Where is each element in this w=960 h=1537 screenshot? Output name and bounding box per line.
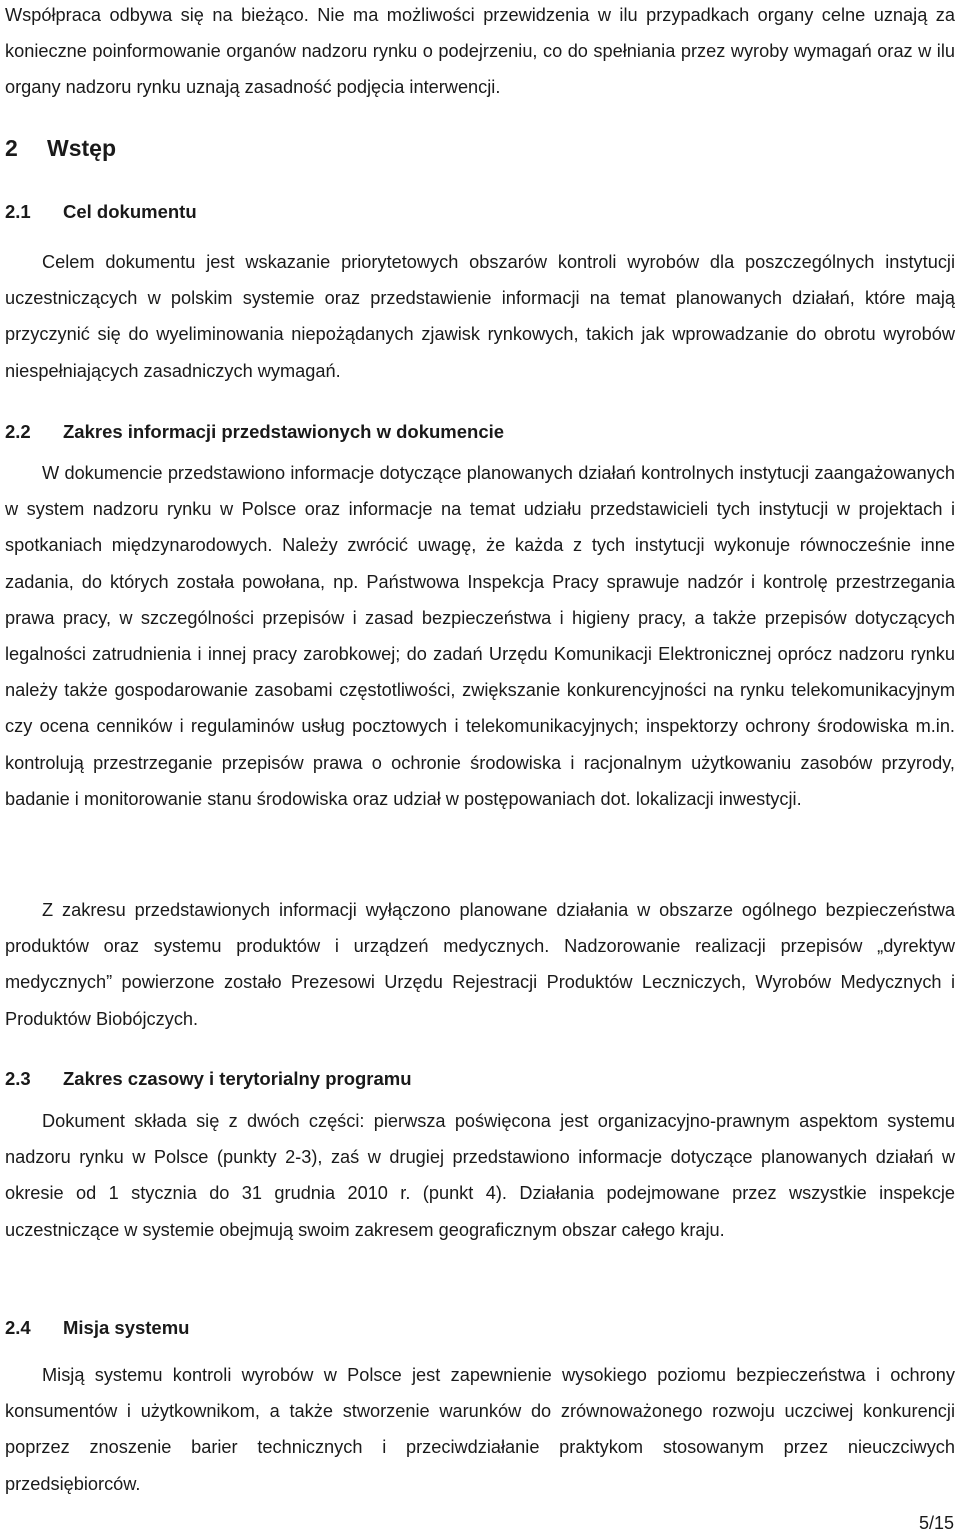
- section-title: Cel dokumentu: [63, 201, 197, 222]
- section-title: Zakres informacji przedstawionych w dokumencie: [63, 421, 505, 442]
- section-title: Zakres czasowy i terytorialny programu: [63, 1068, 412, 1089]
- section-title: Misja systemu: [63, 1317, 190, 1338]
- intro-paragraph: Współpraca odbywa się na bieżąco. Nie ma możliwości przewidzenia w ilu przypadkach organy celne uznają za konieczne poinformowanie organów nadzoru rynku o podejrzeniu, co do spełniania przez wyroby wymagań oraz w ilu organy nadzoru rynku uznają zasadność podjęcia interwencji.: [5, 5, 955, 98]
- section-2-2-heading: [5, 419, 504, 445]
- section-2-3-heading: [5, 1066, 412, 1092]
- section-2-4-paragraph: Misją systemu kontroli wyrobów w Polsce jest zapewnienie wysokiego poziomu bezpieczeństwa i ochrony konsumentów i użytkownikom, a także stworzenie warunków do zrównoważonego rozwoju uczciwej konkurencji poprzez znoszenie barier technicznych i przeciwdziałanie praktykom stosowanym przez nieuczciwych przedsiębiorców.: [5, 1365, 955, 1494]
- section-number: 2.2: [5, 421, 31, 442]
- section-number: 2.4: [5, 1317, 31, 1338]
- section-2-4-heading: [5, 1315, 189, 1341]
- section-2-heading: [5, 133, 116, 163]
- section-2-3-paragraph: Dokument składa się z dwóch części: pierwsza poświęcona jest organizacyjno-prawnym aspektom systemu nadzoru rynku w Polsce (punkty 2-3), zaś w drugiej przedstawiono informacje dotyczące planowanych działań w okresie od 1 stycznia do 31 grudnia 2010 r. (punkt 4). Działania podejmowane przez wszystkie inspekcje uczestniczące w systemie obejmują swoim zakresem geograficznym obszar całego kraju.: [5, 1111, 955, 1240]
- section-number: 2: [5, 135, 18, 161]
- section-2-1-paragraph: Celem dokumentu jest wskazanie priorytetowych obszarów kontroli wyrobów dla poszczególnych instytucji uczestniczących w polskim systemie oraz przedstawienie informacji na temat planowanych działań, które mają przyczynić się do wyeliminowania niepożądanych zjawisk rynkowych, takich jak wprowadzanie do obrotu wyrobów niespełniających zasadniczych wymagań.: [5, 252, 955, 381]
- section-2-1-heading: [5, 199, 197, 225]
- page-number: 5/15: [918, 1513, 954, 1533]
- section-number: 2.1: [5, 201, 31, 222]
- section-2-2-paragraph-1: W dokumencie przedstawiono informacje dotyczące planowanych działań kontrolnych instytucji zaangażowanych w system nadzoru rynku w Polsce oraz informacje na temat udziału przedstawicieli tych instytucji w projektach i spotkaniach międzynarodowych. Należy zwrócić uwagę, że każda z tych instytucji wykonuje równocześnie inne zadania, do których została powołana, np. Państwowa Inspekcja Pracy sprawuje nadzór i kontrolę przestrzegania prawa pracy, w szczególności przepisów i zasad bezpieczeństwa i higieny pracy, a także przepisów dotyczących legalności zatrudnienia i innej pracy zarobkowej; do zadań Urzędu Komunikacji Elektronicznej oprócz nadzoru rynku należy także gospodarowanie zasobami częstotliwości, zwiększanie konkurencyjności na rynku telekomunikacyjnym czy ocena cenników i regulaminów usług pocztowych i telekomunikacyjnych; inspektorzy ochrony środowiska m.in. kontrolują przestrzeganie przepisów prawa o ochronie środowiska i racjonalnym użytkowaniu zasobów przyrody, badanie i monitorowanie stanu środowiska oraz udział w postępowaniach dot. lokalizacji inwestycji.: [5, 463, 955, 809]
- section-2-2-paragraph-2: Z zakresu przedstawionych informacji wyłączono planowane działania w obszarze ogólnego bezpieczeństwa produktów oraz systemu produktów i urządzeń medycznych. Nadzorowanie realizacji przepisów „dyrektyw medycznych” powierzone zostało Prezesowi Urzędu Rejestracji Produktów Leczniczych, Wyrobów Medycznych i Produktów Biobójczych.: [5, 900, 955, 1029]
- section-number: 2.3: [5, 1068, 31, 1089]
- section-title: Wstęp: [47, 135, 116, 161]
